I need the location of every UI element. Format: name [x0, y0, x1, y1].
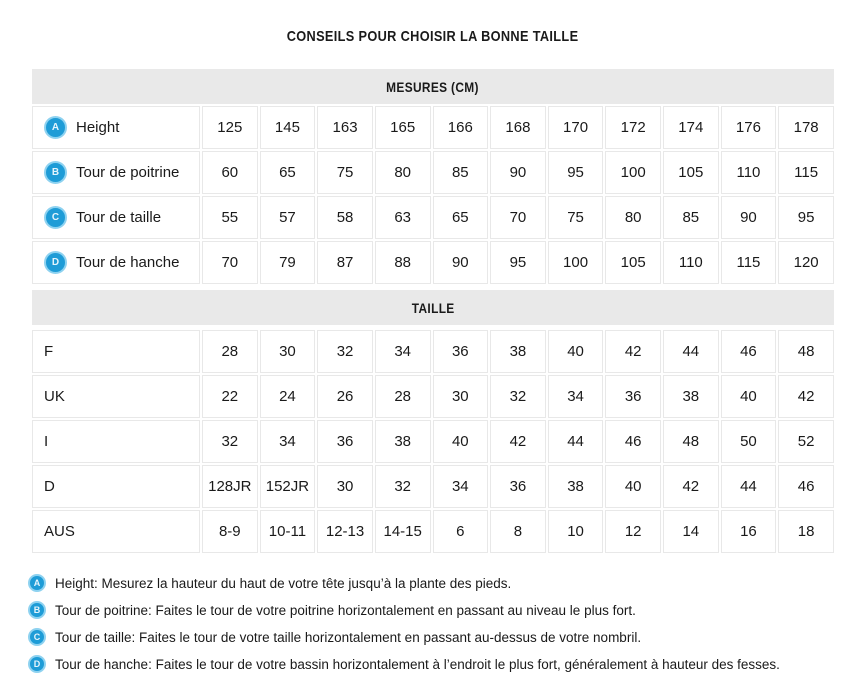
size-chart-table	[30, 67, 836, 555]
badge-b-icon: B	[44, 161, 67, 184]
value-cell: 48	[663, 420, 719, 463]
value-cell: 105	[663, 151, 719, 194]
value-cell: 30	[317, 465, 373, 508]
value-cell: 55	[202, 196, 258, 239]
row-label: I	[44, 433, 49, 450]
row-label: Tour de hanche	[76, 254, 180, 271]
value-cell: 125	[202, 106, 258, 149]
value-cell: 166	[433, 106, 489, 149]
value-cell: 42	[663, 465, 719, 508]
footnote-text: Tour de hanche: Faites le tour de votre bassin horizontalement à l’endroit le plus fort, généralement à hauteur des fesses.	[55, 656, 780, 672]
row-label: Height	[76, 119, 120, 136]
value-cell: 28	[375, 375, 431, 418]
row-label-cell	[32, 510, 200, 553]
value-cell: 46	[721, 330, 777, 373]
page-title-text: CONSEILS POUR CHOISIR LA BONNE TAILLE	[287, 28, 579, 45]
value-cell: 110	[721, 151, 777, 194]
row-label-wrap	[44, 523, 199, 540]
footnote-item	[28, 655, 836, 673]
value-cell: 48	[778, 330, 834, 373]
value-cell: 79	[260, 241, 316, 284]
value-cell: 70	[490, 196, 546, 239]
section-header-taille-cell	[32, 286, 834, 328]
value-cell: 80	[605, 196, 661, 239]
value-cell: 176	[721, 106, 777, 149]
value-cell: 90	[433, 241, 489, 284]
value-cell: 170	[548, 106, 604, 149]
row-label-cell	[32, 241, 200, 284]
value-cell: 44	[548, 420, 604, 463]
value-cell: 100	[605, 151, 661, 194]
value-cell: 63	[375, 196, 431, 239]
badge-b-icon: B	[28, 601, 46, 619]
value-cell: 75	[317, 151, 373, 194]
table-row	[32, 106, 834, 149]
value-cell: 10-11	[260, 510, 316, 553]
value-cell: 110	[663, 241, 719, 284]
footnote-text: Tour de poitrine: Faites le tour de votre poitrine horizontalement en passant au niveau le plus fort.	[55, 602, 636, 618]
section-header-taille	[32, 286, 834, 328]
value-cell: 44	[721, 465, 777, 508]
value-cell: 163	[317, 106, 373, 149]
table-row	[32, 375, 834, 418]
value-cell: 40	[433, 420, 489, 463]
table-row	[32, 510, 834, 553]
value-cell: 145	[260, 106, 316, 149]
value-cell: 105	[605, 241, 661, 284]
value-cell: 58	[317, 196, 373, 239]
value-cell: 90	[490, 151, 546, 194]
value-cell: 90	[721, 196, 777, 239]
footnote-item	[28, 574, 836, 592]
value-cell: 40	[605, 465, 661, 508]
value-cell: 40	[548, 330, 604, 373]
value-cell: 30	[260, 330, 316, 373]
row-label-cell	[32, 420, 200, 463]
row-label: Tour de taille	[76, 209, 162, 226]
section-header-mesures-text: MESURES (CM)	[386, 78, 480, 95]
value-cell: 152JR	[260, 465, 316, 508]
row-label-wrap	[44, 433, 199, 450]
row-label: Tour de poitrine	[76, 164, 180, 181]
value-cell: 115	[721, 241, 777, 284]
value-cell: 36	[605, 375, 661, 418]
row-label-wrap	[44, 206, 199, 229]
badge-a-icon: A	[28, 574, 46, 592]
value-cell: 26	[317, 375, 373, 418]
value-cell: 50	[721, 420, 777, 463]
value-cell: 38	[663, 375, 719, 418]
value-cell: 57	[260, 196, 316, 239]
value-cell: 75	[548, 196, 604, 239]
value-cell: 168	[490, 106, 546, 149]
value-cell: 12-13	[317, 510, 373, 553]
value-cell: 40	[721, 375, 777, 418]
value-cell: 32	[490, 375, 546, 418]
value-cell: 46	[778, 465, 834, 508]
value-cell: 36	[433, 330, 489, 373]
value-cell: 178	[778, 106, 834, 149]
value-cell: 14-15	[375, 510, 431, 553]
table-row	[32, 465, 834, 508]
table-row	[32, 151, 834, 194]
table-row	[32, 196, 834, 239]
badge-d-icon: D	[44, 251, 67, 274]
row-label: D	[44, 478, 55, 495]
value-cell: 80	[375, 151, 431, 194]
value-cell: 22	[202, 375, 258, 418]
value-cell: 165	[375, 106, 431, 149]
value-cell: 10	[548, 510, 604, 553]
value-cell: 16	[721, 510, 777, 553]
value-cell: 24	[260, 375, 316, 418]
value-cell: 30	[433, 375, 489, 418]
value-cell: 100	[548, 241, 604, 284]
value-cell: 85	[433, 151, 489, 194]
row-label-wrap	[44, 116, 199, 139]
footnote-item	[28, 628, 836, 646]
row-label-wrap	[44, 478, 199, 495]
row-label-wrap	[44, 388, 199, 405]
value-cell: 42	[778, 375, 834, 418]
row-label-cell	[32, 375, 200, 418]
row-label: F	[44, 343, 54, 360]
value-cell: 12	[605, 510, 661, 553]
value-cell: 115	[778, 151, 834, 194]
value-cell: 46	[605, 420, 661, 463]
value-cell: 70	[202, 241, 258, 284]
footnote-text: Height: Mesurez la hauteur du haut de votre tête jusqu’à la plante des pieds.	[55, 575, 512, 591]
row-label-wrap	[44, 343, 199, 360]
value-cell: 36	[490, 465, 546, 508]
value-cell: 28	[202, 330, 258, 373]
row-label-cell	[32, 106, 200, 149]
row-label: UK	[44, 388, 65, 405]
value-cell: 95	[778, 196, 834, 239]
value-cell: 14	[663, 510, 719, 553]
value-cell: 18	[778, 510, 834, 553]
value-cell: 60	[202, 151, 258, 194]
section-header-taille-text: TAILLE	[411, 299, 455, 316]
value-cell: 32	[375, 465, 431, 508]
row-label-wrap	[44, 251, 199, 274]
row-label: AUS	[44, 523, 75, 540]
footnote-text: Tour de taille: Faites le tour de votre taille horizontalement en passant au-dessus de votre nombril.	[55, 629, 642, 645]
value-cell: 34	[433, 465, 489, 508]
row-label-cell	[32, 465, 200, 508]
value-cell: 36	[317, 420, 373, 463]
table-row	[32, 420, 834, 463]
value-cell: 87	[317, 241, 373, 284]
value-cell: 88	[375, 241, 431, 284]
footnotes	[28, 574, 836, 673]
value-cell: 32	[317, 330, 373, 373]
badge-c-icon: C	[44, 206, 67, 229]
value-cell: 95	[490, 241, 546, 284]
value-cell: 174	[663, 106, 719, 149]
value-cell: 38	[490, 330, 546, 373]
value-cell: 38	[548, 465, 604, 508]
value-cell: 34	[260, 420, 316, 463]
row-label-cell	[32, 196, 200, 239]
row-label-cell	[32, 330, 200, 373]
value-cell: 52	[778, 420, 834, 463]
table-row	[32, 241, 834, 284]
badge-a-icon: A	[44, 116, 67, 139]
value-cell: 65	[260, 151, 316, 194]
badge-d-icon: D	[28, 655, 46, 673]
value-cell: 34	[375, 330, 431, 373]
value-cell: 95	[548, 151, 604, 194]
value-cell: 8	[490, 510, 546, 553]
page-title	[30, 28, 836, 45]
section-header-mesures-cell	[32, 69, 834, 104]
row-label-cell	[32, 151, 200, 194]
value-cell: 6	[433, 510, 489, 553]
value-cell: 44	[663, 330, 719, 373]
value-cell: 120	[778, 241, 834, 284]
value-cell: 32	[202, 420, 258, 463]
value-cell: 8-9	[202, 510, 258, 553]
section-header-mesures	[32, 69, 834, 104]
value-cell: 128JR	[202, 465, 258, 508]
table-row	[32, 330, 834, 373]
footnote-item	[28, 601, 836, 619]
value-cell: 42	[605, 330, 661, 373]
row-label-wrap	[44, 161, 199, 184]
value-cell: 172	[605, 106, 661, 149]
badge-c-icon: C	[28, 628, 46, 646]
value-cell: 42	[490, 420, 546, 463]
value-cell: 65	[433, 196, 489, 239]
value-cell: 34	[548, 375, 604, 418]
value-cell: 38	[375, 420, 431, 463]
value-cell: 85	[663, 196, 719, 239]
